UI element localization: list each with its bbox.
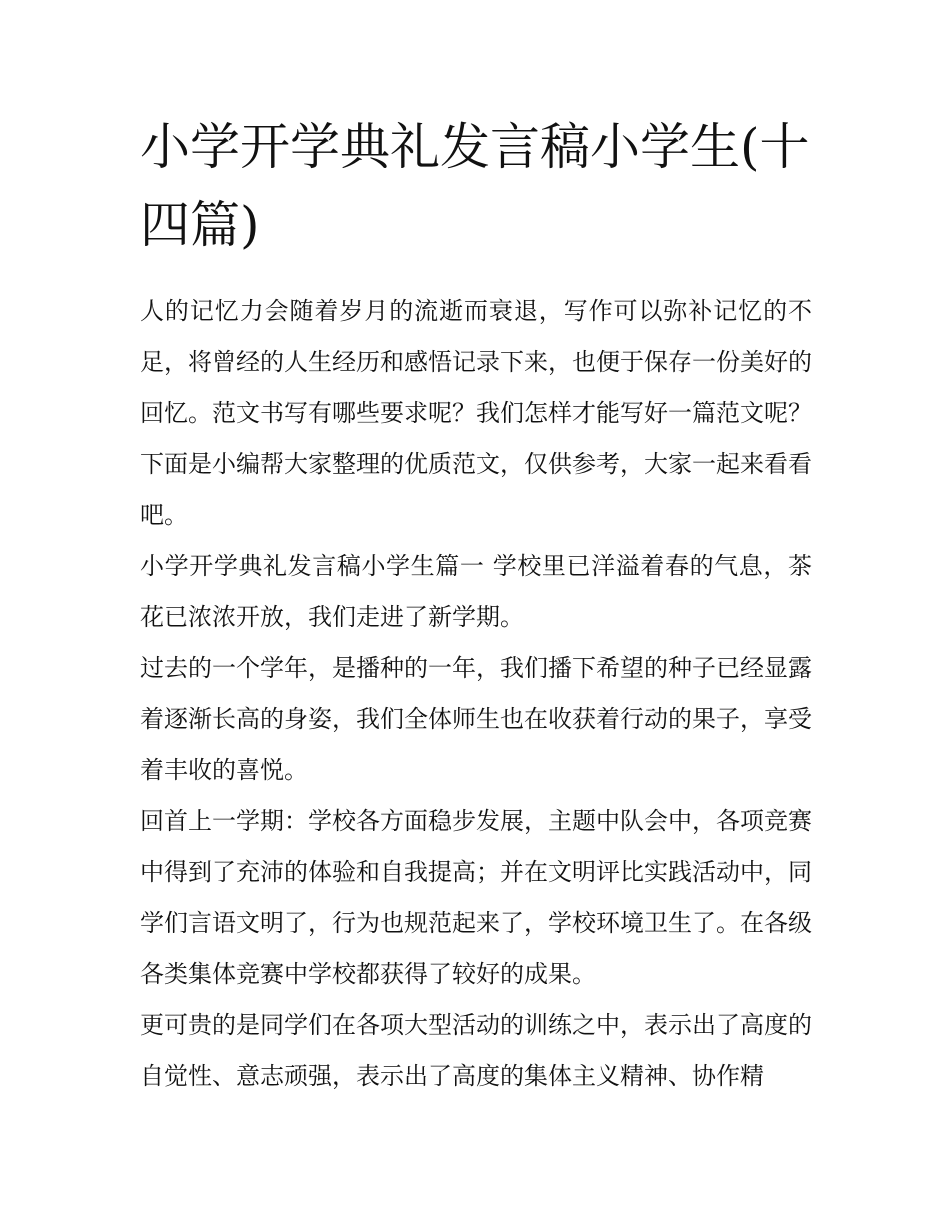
paragraph-intro: 人的记忆力会随着岁月的流逝而衰退，写作可以弥补记忆的不足，将曾经的人生经历和感悟记录下来，也便于保存一份美好的回忆。范文书写有哪些要求呢？我们怎样才能写好一篇范文呢？下面是小编帮大家整理的优质范文，仅供参考，大家一起来看看吧。: [140, 297, 812, 529]
paragraph-4: 更可贵的是同学们在各项大型活动的训练之中，表示出了高度的自觉性、意志顽强，表示出了高度的集体主义精神、协作精: [140, 1011, 812, 1090]
paragraph-2: 过去的一个学年，是播种的一年，我们播下希望的种子已经显露着逐渐长高的身姿，我们全体师生也在收获着行动的果子，享受着丰收的喜悦。: [140, 654, 812, 784]
document-title: 小学开学典礼发言稿小学生(十四篇): [140, 118, 810, 254]
paragraph-3: 回首上一学期：学校各方面稳步发展，主题中队会中，各项竞赛中得到了充沛的体验和自我提高；并在文明评比实践活动中，同学们言语文明了，行为也规范起来了，学校环境卫生了。在各级各类集体竞赛中学校都获得了较好的成果。: [140, 807, 812, 988]
document-page: [140, 108, 812, 1102]
document-body: [140, 286, 812, 1102]
paragraph-1: 小学开学典礼发言稿小学生篇一 学校里已洋溢着春的气息，茶花已浓浓开放，我们走进了新学期。: [140, 552, 812, 631]
